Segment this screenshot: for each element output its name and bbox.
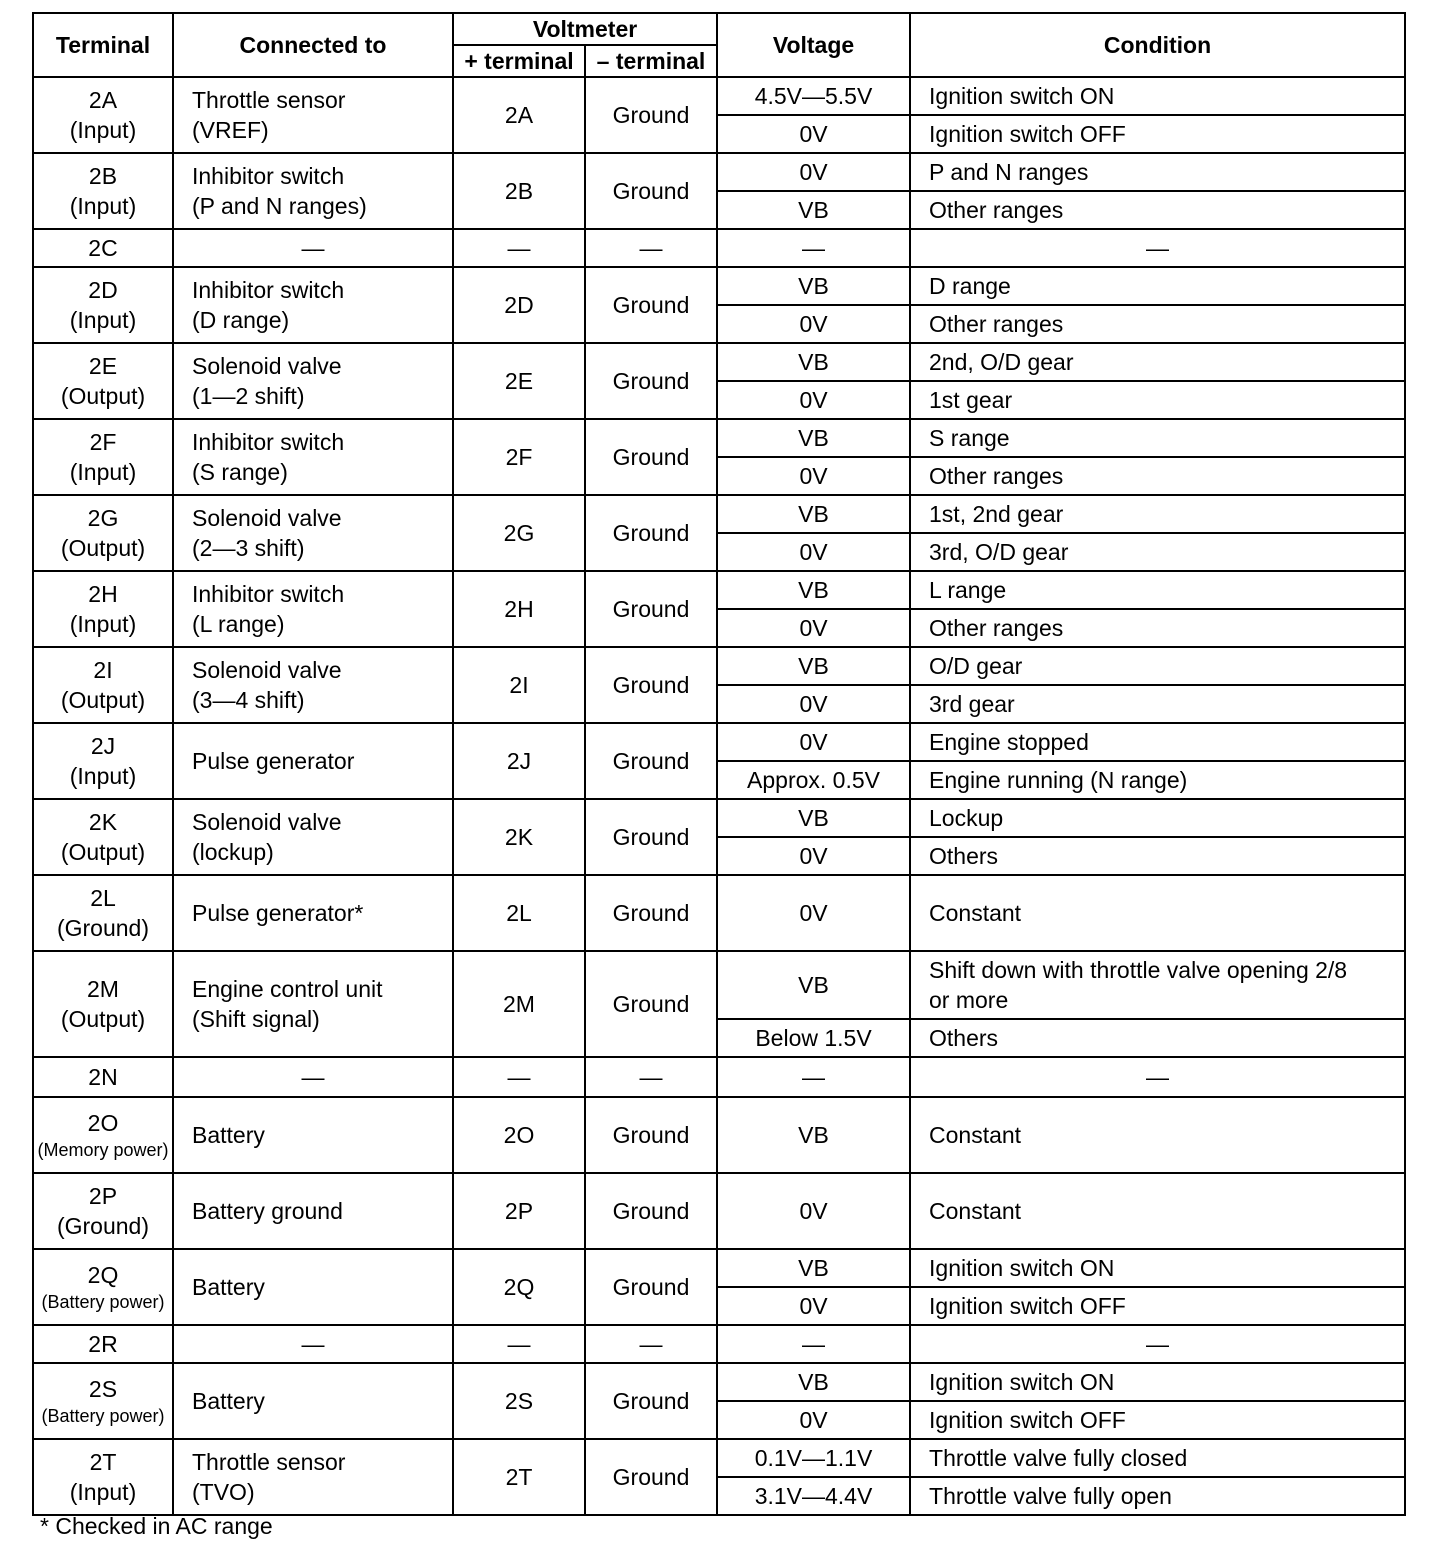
condition-cell: Ignition switch ON [910,1249,1405,1287]
terminal-id: 2J [90,733,116,759]
plus-terminal-cell: 2G [453,495,585,571]
minus-terminal-cell: Ground [585,1097,717,1173]
connected-to-cell [173,951,453,1057]
plus-terminal-cell: 2H [453,571,585,647]
table-row [33,571,1405,609]
connected-to-cell [173,647,453,723]
table-row [33,1249,1405,1287]
condition-cell: Ignition switch ON [910,77,1405,115]
connected-line2: (Shift signal) [192,1006,320,1032]
terminal-id: 2P [88,1183,118,1209]
connected-line1: Inhibitor switch [192,581,345,607]
condition-cell: Ignition switch ON [910,1363,1405,1401]
terminal-kind: (Memory power) [37,1140,169,1160]
connected-to-cell [173,1249,453,1325]
terminal-kind: (Input) [69,117,137,143]
minus-terminal-cell: Ground [585,571,717,647]
minus-terminal-cell: — [585,1057,717,1097]
connected-line1: Solenoid valve [192,505,342,531]
connected-to-cell [173,1173,453,1249]
condition-cell [910,951,1405,1019]
table-row [33,1057,1405,1097]
header-voltage: Voltage [717,13,910,77]
plus-terminal-cell: 2D [453,267,585,343]
plus-terminal-cell: 2I [453,647,585,723]
minus-terminal-cell: — [585,1325,717,1363]
connected-line1: Battery [192,1274,265,1300]
terminal-id: 2O [87,1110,119,1136]
plus-terminal-cell: 2J [453,723,585,799]
table-body [33,77,1405,1515]
voltage-cell: VB [717,951,910,1019]
terminal-kind: (Output) [60,687,146,713]
minus-terminal-cell: Ground [585,799,717,875]
table-row [33,1097,1405,1173]
table-row [33,1325,1405,1363]
minus-terminal-cell: Ground [585,647,717,723]
terminal-kind: (Input) [69,611,137,637]
terminal-kind: (Input) [69,1479,137,1505]
table-header [33,13,1405,77]
connected-line1: Throttle sensor [192,1449,346,1475]
connected-line1: Inhibitor switch [192,277,345,303]
connected-line1: Solenoid valve [192,809,342,835]
terminal-id: 2K [88,809,118,835]
terminal-cell [33,419,173,495]
plus-terminal-cell: 2Q [453,1249,585,1325]
table-row [33,647,1405,685]
connected-to-cell [173,875,453,951]
plus-terminal-cell: 2O [453,1097,585,1173]
plus-terminal-cell: 2L [453,875,585,951]
header-voltmeter: Voltmeter [453,13,717,45]
connected-to-cell [173,153,453,229]
terminal-cell [33,1173,173,1249]
terminal-kind: (Input) [69,193,137,219]
connected-line1: Inhibitor switch [192,163,345,189]
connected-to-cell: — [173,1325,453,1363]
connected-line2: (P and N ranges) [192,193,367,219]
terminal-cell [33,647,173,723]
terminal-id: 2Q [87,1262,119,1288]
connected-line2: (D range) [192,307,290,333]
voltage-cell: VB [717,571,910,609]
terminal-id: 2M [87,976,119,1002]
connected-to-cell [173,343,453,419]
terminal-id: 2F [89,429,117,455]
connected-to-cell [173,723,453,799]
table-row [33,1363,1405,1401]
terminal-kind: (Input) [69,459,137,485]
plus-terminal-cell: 2B [453,153,585,229]
minus-terminal-cell: Ground [585,495,717,571]
condition-cell: Other ranges [910,191,1405,229]
voltage-cell: 0V [717,875,910,951]
connected-to-cell [173,267,453,343]
plus-terminal-cell: 2F [453,419,585,495]
connected-to-cell [173,799,453,875]
condition-cell: Lockup [910,799,1405,837]
terminal-id: 2S [88,1376,118,1402]
condition-cell: Other ranges [910,457,1405,495]
condition-cell: Others [910,1019,1405,1057]
minus-terminal-cell: Ground [585,723,717,799]
minus-terminal-cell: Ground [585,951,717,1057]
connected-line2: (S range) [192,459,288,485]
voltage-cell: 0V [717,723,910,761]
condition-cell: Ignition switch OFF [910,115,1405,153]
terminal-id: 2L [90,885,116,911]
connected-to-cell [173,571,453,647]
voltage-cell: VB [717,343,910,381]
condition-cell: — [910,1057,1405,1097]
terminal-id: 2D [88,277,118,303]
voltage-cell: VB [717,647,910,685]
connected-to-cell [173,1439,453,1515]
voltage-cell: VB [717,191,910,229]
terminal-id: 2H [88,581,118,607]
table-row [33,875,1405,951]
connected-line1: Pulse generator [192,748,355,774]
voltage-cell: 0V [717,837,910,875]
terminal-cell [33,77,173,153]
condition-cell: P and N ranges [910,153,1405,191]
connected-to-cell [173,419,453,495]
condition-cell: Engine stopped [910,723,1405,761]
table-row [33,267,1405,305]
terminal-kind: (Output) [60,535,146,561]
table-row [33,723,1405,761]
plus-terminal-cell: — [453,1325,585,1363]
plus-terminal-cell: 2S [453,1363,585,1439]
terminal-cell [33,495,173,571]
table-row [33,1173,1405,1249]
table-row [33,1439,1405,1477]
voltage-cell: VB [717,799,910,837]
voltage-cell: 0V [717,305,910,343]
plus-terminal-cell: — [453,1057,585,1097]
minus-terminal-cell: — [585,229,717,267]
condition-cell: 1st gear [910,381,1405,419]
connected-line1: Solenoid valve [192,657,342,683]
voltage-cell: Below 1.5V [717,1019,910,1057]
connected-line2: (VREF) [192,117,269,143]
terminal-id: 2B [88,163,118,189]
condition-cell: D range [910,267,1405,305]
voltage-cell: 4.5V—5.5V [717,77,910,115]
voltage-cell: VB [717,267,910,305]
connected-line1: Battery [192,1122,265,1148]
terminal-kind: (Input) [69,307,137,333]
voltage-cell: — [717,1057,910,1097]
condition-cell: Throttle valve fully closed [910,1439,1405,1477]
plus-terminal-cell: 2K [453,799,585,875]
terminal-cell [33,799,173,875]
terminal-cell [33,153,173,229]
condition-cell: Others [910,837,1405,875]
voltage-cell: VB [717,1097,910,1173]
connected-line1: Inhibitor switch [192,429,345,455]
table-row [33,799,1405,837]
footnote: * Checked in AC range [40,1513,273,1539]
condition-cell: Constant [910,1173,1405,1249]
voltage-cell: 3.1V—4.4V [717,1477,910,1515]
connected-to-cell [173,77,453,153]
minus-terminal-cell: Ground [585,1173,717,1249]
minus-terminal-cell: Ground [585,875,717,951]
terminal-cell [33,267,173,343]
header-minus-terminal: – terminal [585,45,717,77]
terminal-kind: (Ground) [56,915,150,941]
connected-to-cell [173,1097,453,1173]
terminal-kind: (Battery power) [41,1406,165,1426]
table-row [33,77,1405,115]
connected-line2: (2—3 shift) [192,535,305,561]
voltage-cell: 0V [717,457,910,495]
terminal-kind: (Battery power) [41,1292,165,1312]
header-terminal: Terminal [33,13,173,77]
connected-line2: (L range) [192,611,285,637]
condition-cell: Constant [910,1097,1405,1173]
minus-terminal-cell: Ground [585,1363,717,1439]
table-row [33,951,1405,1019]
minus-terminal-cell: Ground [585,267,717,343]
minus-terminal-cell: Ground [585,419,717,495]
voltage-cell: 0V [717,1401,910,1439]
plus-terminal-cell: 2P [453,1173,585,1249]
table-row [33,153,1405,191]
voltage-cell: 0V [717,153,910,191]
table-row [33,495,1405,533]
connected-line1: Battery [192,1388,265,1414]
terminal-kind: (Output) [60,383,146,409]
condition-cell: 2nd, O/D gear [910,343,1405,381]
plus-terminal-cell: 2A [453,77,585,153]
terminal-cell: 2N [33,1057,173,1097]
table-row [33,229,1405,267]
voltage-cell: Approx. 0.5V [717,761,910,799]
voltage-cell: VB [717,1249,910,1287]
connected-line2: (3—4 shift) [192,687,305,713]
minus-terminal-cell: Ground [585,343,717,419]
connected-to-cell: — [173,1057,453,1097]
condition-cell: Ignition switch OFF [910,1287,1405,1325]
condition-cell: — [910,1325,1405,1363]
plus-terminal-cell: 2T [453,1439,585,1515]
terminal-cell: 2R [33,1325,173,1363]
plus-terminal-cell: 2M [453,951,585,1057]
connected-line1: Engine control unit [192,976,383,1002]
voltage-cell: 0V [717,609,910,647]
voltage-cell: 0V [717,1173,910,1249]
condition-cell: — [910,229,1405,267]
condition-cell: 3rd, O/D gear [910,533,1405,571]
connected-line2: (1—2 shift) [192,383,305,409]
voltage-cell: VB [717,1363,910,1401]
terminal-voltage-table [32,12,1406,1516]
condition-cell: O/D gear [910,647,1405,685]
condition-cell: Other ranges [910,305,1405,343]
terminal-cell [33,1439,173,1515]
header-condition: Condition [910,13,1405,77]
terminal-cell [33,1097,173,1173]
connected-line2: (lockup) [192,839,274,865]
condition-line2: or more [929,987,1009,1013]
header-plus-terminal: + terminal [453,45,585,77]
condition-cell: 1st, 2nd gear [910,495,1405,533]
voltage-cell: 0V [717,533,910,571]
connected-line1: Pulse generator* [192,900,364,926]
condition-line1: Shift down with throttle valve opening 2/8 [929,957,1348,983]
voltage-cell: 0V [717,685,910,723]
terminal-cell [33,1363,173,1439]
terminal-cell: 2C [33,229,173,267]
plus-terminal-cell: 2E [453,343,585,419]
terminal-id: 2E [88,353,118,379]
condition-cell: Throttle valve fully open [910,1477,1405,1515]
terminal-cell [33,571,173,647]
connected-line2: (TVO) [192,1479,255,1505]
terminal-kind: (Output) [60,839,146,865]
voltage-cell: VB [717,495,910,533]
voltage-cell: 0.1V—1.1V [717,1439,910,1477]
terminal-id: 2T [89,1449,117,1475]
minus-terminal-cell: Ground [585,153,717,229]
condition-cell: Other ranges [910,609,1405,647]
voltage-cell: — [717,229,910,267]
terminal-id: 2G [87,505,119,531]
minus-terminal-cell: Ground [585,1439,717,1515]
voltage-cell: — [717,1325,910,1363]
condition-cell: S range [910,419,1405,457]
table-row [33,343,1405,381]
header-connected-to: Connected to [173,13,453,77]
connected-to-cell: — [173,229,453,267]
connected-to-cell [173,495,453,571]
voltage-cell: 0V [717,1287,910,1325]
terminal-cell [33,1249,173,1325]
terminal-cell [33,343,173,419]
voltage-cell: 0V [717,115,910,153]
condition-cell: 3rd gear [910,685,1405,723]
terminal-cell [33,723,173,799]
voltage-cell: VB [717,419,910,457]
voltage-cell: 0V [717,381,910,419]
terminal-kind: (Input) [69,763,137,789]
minus-terminal-cell: Ground [585,77,717,153]
connected-line1: Throttle sensor [192,87,346,113]
connected-line1: Solenoid valve [192,353,342,379]
terminal-kind: (Output) [60,1006,146,1032]
terminal-id: 2I [93,657,113,683]
connected-to-cell [173,1363,453,1439]
table-row [33,419,1405,457]
condition-cell: L range [910,571,1405,609]
terminal-kind: (Ground) [56,1213,150,1239]
terminal-cell [33,875,173,951]
condition-cell: Ignition switch OFF [910,1401,1405,1439]
connected-line1: Battery ground [192,1198,343,1224]
condition-cell: Engine running (N range) [910,761,1405,799]
terminal-cell [33,951,173,1057]
condition-cell: Constant [910,875,1405,951]
plus-terminal-cell: — [453,229,585,267]
terminal-id: 2A [88,87,118,113]
minus-terminal-cell: Ground [585,1249,717,1325]
